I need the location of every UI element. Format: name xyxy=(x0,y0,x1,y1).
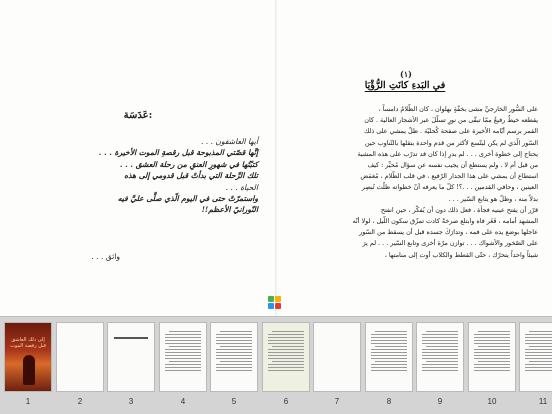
cover-figure xyxy=(23,355,35,385)
icon-square xyxy=(268,296,274,302)
thumbnail-page-number: 5 xyxy=(231,397,237,406)
body-line: على الصّخور والأشواك . . . توازن مرّة أخرى وتابع السّير . . . لم يرَ xyxy=(362,239,538,248)
poem-line: تلك الرِّحلة التي بدأتْ قبل قدومي إلى هذه xyxy=(124,171,258,181)
page-thumbnail-4[interactable] xyxy=(159,322,207,392)
thumbnail-text-block xyxy=(216,331,252,373)
cover-title: إلى ذلك العاشق قبل رقصة الموت xyxy=(10,337,46,349)
chapter-title: في البَدءِ كانَتِ الرُّؤْيَا xyxy=(364,80,446,91)
thumbnail-text-block xyxy=(268,331,304,373)
icon-square xyxy=(268,303,274,309)
right-page xyxy=(277,0,552,316)
poem-line: كتبْتُها في شهورِ العنقِ من رحلة العشق . . . xyxy=(119,159,258,169)
thumbnail-page-number: 8 xyxy=(386,397,392,406)
thumbnail-text-block xyxy=(474,331,510,373)
thumbnail-page-number: 6 xyxy=(283,397,289,406)
page-thumbnail-9[interactable] xyxy=(416,322,464,392)
thumbnail-text-block xyxy=(525,331,552,373)
page-thumbnail-3[interactable] xyxy=(107,322,155,392)
body-line: من قبل أم لا . ولم يستطع أن يجيب نفسه عن سؤال مُحيِّر : كيف xyxy=(367,161,538,170)
body-line: المشهد أمامه ، فَغَر فاه وابتلع صرخةً كادت تمزّق سكون اللّيل ، لولا أنّه xyxy=(352,217,538,226)
body-line: على السُّور الخارجيِّ مشى بخفّةٍ بهلوان ، كان الظّلامُ دامساً ، xyxy=(378,105,538,113)
page-thumbnail-5[interactable] xyxy=(210,322,258,392)
thumbnail-text-block xyxy=(114,337,148,339)
poem-line: إنَّها قصّتي المذبوحة قبل رقصةِ الموت الأخيرة . . . xyxy=(98,148,258,158)
page-thumbnail-1[interactable] xyxy=(4,322,52,392)
poem-title: عَدَسَة: xyxy=(123,110,153,121)
chapter-body xyxy=(282,104,538,261)
body-line: يحتاج إلى خطوة أخرى . . . لم يدرِ إذا كان قد تدرّب على هذه المشية xyxy=(357,149,538,158)
poem-line: واستمرّتْ حتى في اليوم الّذي صلَّى عليَّ فيه xyxy=(117,194,258,204)
thumbnail-page-number: 4 xyxy=(180,397,186,406)
body-line: يقطعه خيطٌ رفيعٌ ممّا تبقّى من نورٍ تسلّلَ عبر الأشجار العالية . كان xyxy=(364,116,538,125)
body-line: السّور الّذي لم يكن ليتّسع لأكثر من قدم واحدة بتقلها بالتّناوب حين xyxy=(364,138,538,147)
icon-square xyxy=(275,303,281,309)
body-line: عاجلها بوضع يده على فمه ، وتدارَكَ جسده قبل أن يسقط من السّور xyxy=(359,228,538,237)
poem-line: الحياة . . . xyxy=(225,182,258,192)
page-thumbnail-7[interactable] xyxy=(313,322,361,392)
icon-square xyxy=(275,296,281,302)
poem-line: أيها العاشقون . . . xyxy=(200,137,258,146)
thumbnail-text-block xyxy=(371,331,407,373)
body-line: استطاع أن يمشي على هذا الجدار الرّفيع ، في قلب الظّلام ، مُغمَض xyxy=(360,172,538,181)
thumbnail-page-number: 2 xyxy=(77,397,83,406)
body-line: القمر برسم أيّامه الأخيرة على صفحة كُحليّة . ظلّ يمشي على ذلك xyxy=(364,127,538,136)
thumbnail-text-block xyxy=(422,331,458,373)
poem-line: النّورانيّ الأعظم!! xyxy=(201,205,258,215)
page-thumbnail-11[interactable] xyxy=(519,322,552,392)
chapter-number: (١) xyxy=(400,69,412,79)
color-grid-icon[interactable] xyxy=(268,296,281,309)
left-page xyxy=(0,0,275,316)
thumbnail-page-number: 7 xyxy=(334,397,340,406)
body-line: قرّر أن يفتح عينيه فجأة ، فعل ذلك دون أن يُفكّر ، حين انفتح xyxy=(380,205,538,214)
page-thumbnail-2[interactable] xyxy=(56,322,104,392)
body-line: بدلاً منه ، وظلّ هو يتابع السّير . . . xyxy=(448,194,538,203)
body-line: العينين ، وحافي القدمين . . .؟! كلّ ما يعرفه أنّ خطواته ظلّت تُبصِر xyxy=(361,183,538,192)
thumbnail-page-number: 1 xyxy=(25,397,31,406)
thumbnail-page-number: 11 xyxy=(538,397,548,406)
poem-signature: واثق . . . xyxy=(91,252,120,261)
poem xyxy=(30,136,258,216)
page-thumbnail-bar xyxy=(0,316,552,414)
body-line: شيئاً واحداً يتحرّك ، حتّى القطط والكلاب أوت إلى منامتها ، xyxy=(384,250,538,259)
page-thumbnail-6[interactable] xyxy=(262,322,310,392)
page-thumbnail-8[interactable] xyxy=(365,322,413,392)
thumbnail-page-number: 10 xyxy=(487,397,497,406)
thumbnail-page-number: 9 xyxy=(437,397,443,406)
thumbnail-text-block xyxy=(165,331,201,373)
page-thumbnail-10[interactable] xyxy=(468,322,516,392)
thumbnail-page-number: 3 xyxy=(128,397,134,406)
